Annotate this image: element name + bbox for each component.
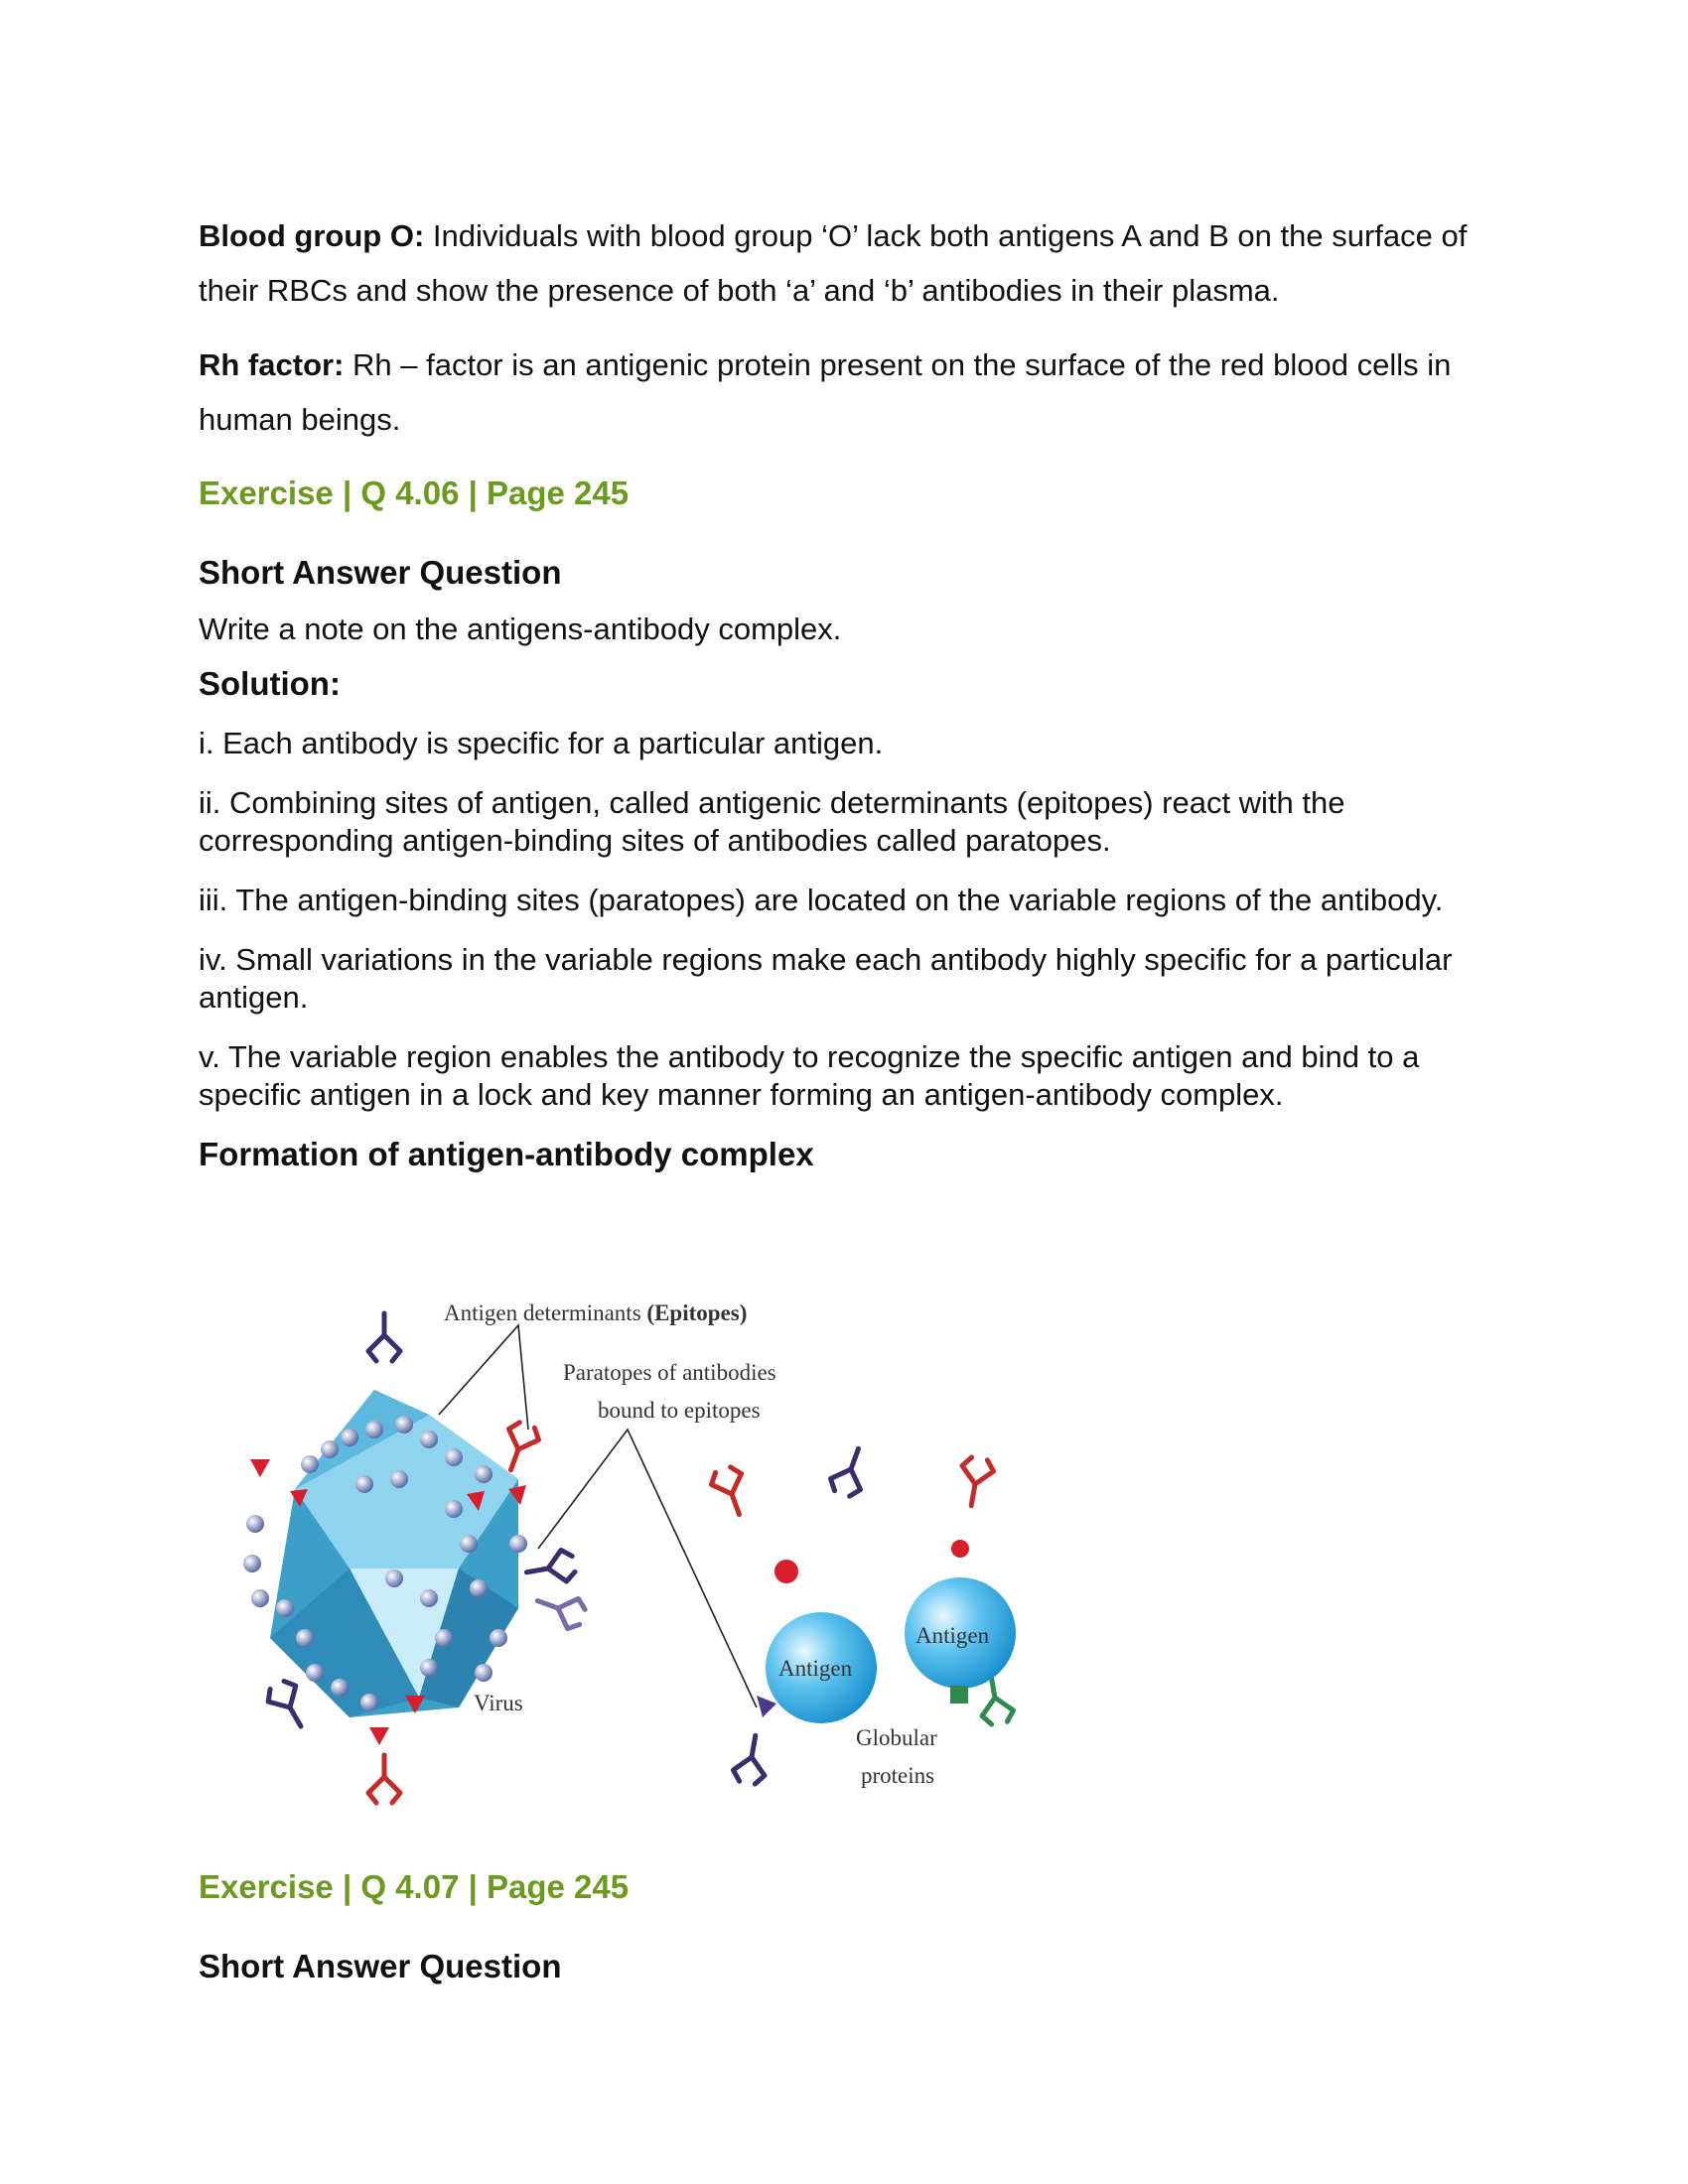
label-epitopes: Antigen determinants (Epitopes)	[444, 1300, 748, 1325]
solution-point: iv. Small variations in the variable regions make each antibody highly specific for a particular antigen.	[199, 942, 1453, 1015]
exercise-heading: Exercise | Q 4.07 | Page 245	[199, 1868, 630, 1905]
rh-factor-paragraph	[199, 338, 1509, 447]
page-content	[199, 208, 1509, 1173]
label-antigen: Antigen	[915, 1623, 990, 1648]
solution-point: i. Each antibody is specific for a particular antigen.	[199, 726, 884, 760]
blood-group-o-term: Blood group O:	[199, 218, 425, 253]
figure-title: Formation of antigen-antibody complex	[199, 1136, 814, 1172]
label-globular-line2: proteins	[861, 1763, 935, 1788]
label-globular-line1: Globular	[856, 1725, 937, 1750]
rh-factor-text: Rh – factor is an antigenic protein present on the surface of the red blood cells in human beings.	[199, 347, 1452, 437]
label-virus: Virus	[474, 1691, 523, 1715]
blood-group-o-text: Individuals with blood group ‘O’ lack both antigens A and B on the surface of their RBCs and show the presence of both ‘a’ and ‘b’ antibodies in their plasma.	[199, 218, 1468, 308]
question-text: Write a note on the antigens-antibody complex.	[199, 612, 842, 646]
blood-group-o-paragraph	[199, 208, 1509, 318]
antigen-antibody-figure	[230, 1281, 1104, 1837]
solution-point: ii. Combining sites of antigen, called antigenic determinants (epitopes) react with the corresponding antigen-binding sites of antibodies called paratopes.	[199, 785, 1345, 858]
solution-point: iii. The antigen-binding sites (paratopes) are located on the variable regions of the antibody.	[199, 883, 1444, 917]
question-type: Short Answer Question	[199, 554, 562, 591]
next-exercise	[199, 1868, 1509, 1985]
exercise-heading: Exercise | Q 4.06 | Page 245	[199, 475, 630, 511]
solution-point: v. The variable region enables the antibody to recognize the specific antigen and bind to a specific antigen in a lock and key manner forming an antigen-antibody complex.	[199, 1039, 1420, 1112]
antigen-antibody-diagram	[230, 1281, 1104, 1837]
label-antigen: Antigen	[778, 1656, 853, 1681]
label-paratopes-line2: bound to epitopes	[598, 1398, 761, 1423]
solution-label: Solution:	[199, 665, 341, 702]
label-paratopes-line1: Paratopes of antibodies	[563, 1360, 776, 1385]
rh-factor-term: Rh factor:	[199, 347, 345, 382]
question-type: Short Answer Question	[199, 1948, 562, 1984]
